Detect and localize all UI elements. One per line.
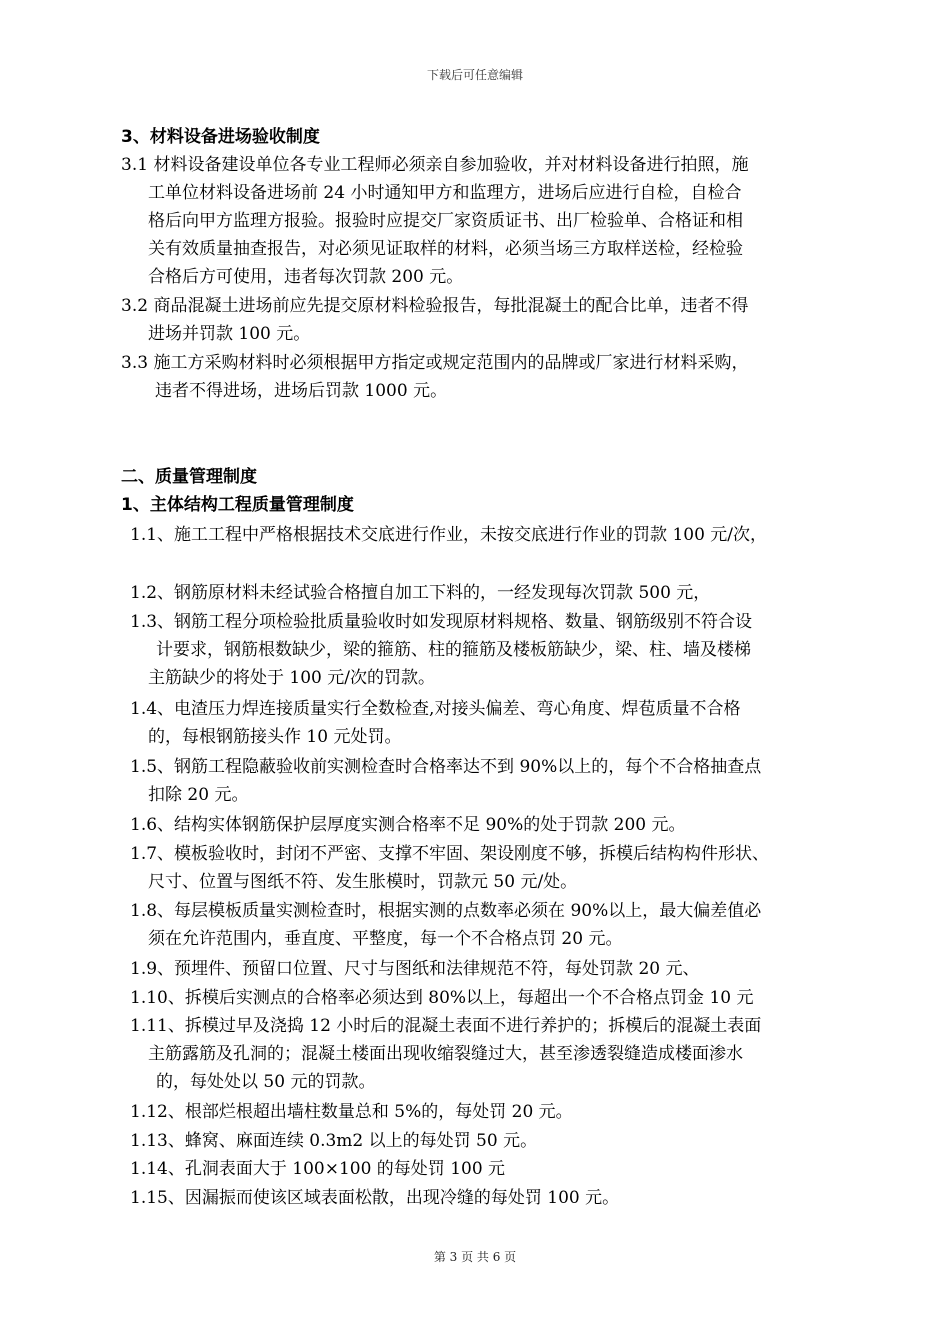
paragraph-line: 1.14、孔洞表面大于 100×100 的每处罚 100 元 bbox=[130, 1159, 506, 1179]
paragraph-line: 1.3、钢筋工程分项检验批质量验收时如发现原材料规格、数量、钢筋级别不符合设 bbox=[130, 612, 753, 632]
page-header: 下载后可任意编辑 bbox=[426, 68, 523, 82]
paragraph-line: 主筋露筋及孔洞的；混凝土楼面出现收缩裂缝过大，甚至渗透裂缝造成楼面渗水 bbox=[148, 1044, 743, 1064]
paragraph-line: 计要求，钢筋根数缺少，梁的箍筋、柱的箍筋及楼板筋缺少，梁、柱、墙及楼梯 bbox=[156, 640, 751, 660]
paragraph-line: 1.9、预埋件、预留口位置、尺寸与图纸和法律规范不符，每处罚款 20 元、 bbox=[130, 959, 700, 979]
paragraph-line: 工单位材料设备进场前 24 小时通知甲方和监理方，进场后应进行自检，自检合 bbox=[148, 183, 742, 203]
paragraph-line: 的，每处处以 50 元的罚款。 bbox=[156, 1072, 376, 1092]
paragraph-line: 合格后方可使用，违者每次罚款 200 元。 bbox=[148, 267, 464, 287]
paragraph-line: 1.6、结构实体钢筋保护层厚度实测合格率不足 90%的处于罚款 200 元。 bbox=[130, 815, 686, 835]
paragraph-line: 3.2 商品混凝土进场前应先提交原材料检验报告，每批混凝土的配合比单，违者不得 bbox=[121, 296, 749, 316]
paragraph-line: 尺寸、位置与图纸不符、发生胀模时，罚款元 50 元/处。 bbox=[148, 872, 578, 892]
section-heading: 二、质量管理制度 bbox=[121, 467, 257, 487]
paragraph-line: 关有效质量抽查报告，对必须见证取样的材料，必须当场三方取样送检，经检验 bbox=[148, 239, 743, 259]
paragraph-line: 进场并罚款 100 元。 bbox=[148, 324, 311, 344]
section-heading: 3、材料设备进场验收制度 bbox=[121, 127, 320, 147]
subsection-heading: 1、主体结构工程质量管理制度 bbox=[121, 495, 354, 515]
paragraph-line: 1.5、钢筋工程隐蔽验收前实测检查时合格率达不到 90%以上的，每个不合格抽查点 bbox=[130, 757, 762, 777]
paragraph-line: 违者不得进场，进场后罚款 1000 元。 bbox=[155, 381, 448, 401]
paragraph-line: 1.4、电渣压力焊连接质量实行全数检查,对接头偏差、弯心角度、焊苞质量不合格 bbox=[130, 699, 741, 719]
page-footer: 第 3 页 共 6 页 bbox=[433, 1250, 517, 1264]
paragraph-line: 1.2、钢筋原材料未经试验合格擅自加工下料的，一经发现每次罚款 500 元， bbox=[130, 583, 711, 603]
paragraph-line: 须在允许范围内，垂直度、平整度，每一个不合格点罚 20 元。 bbox=[148, 929, 623, 949]
paragraph-line: 1.12、根部烂根超出墙柱数量总和 5%的，每处罚 20 元。 bbox=[130, 1102, 573, 1122]
paragraph-line: 3.1 材料设备建设单位各专业工程师必须亲自参加验收，并对材料设备进行拍照，施 bbox=[121, 155, 749, 175]
paragraph-line: 主筋缺少的将处于 100 元/次的罚款。 bbox=[148, 668, 435, 688]
paragraph-line: 1.13、蜂窝、麻面连续 0.3m2 以上的每处罚 50 元。 bbox=[130, 1131, 538, 1151]
paragraph-line: 1.8、每层模板质量实测检查时，根据实测的点数率必须在 90%以上，最大偏差值必 bbox=[130, 901, 762, 921]
paragraph-line: 的，每根钢筋接头作 10 元处罚。 bbox=[148, 727, 402, 747]
paragraph-line: 扣除 20 元。 bbox=[148, 785, 249, 805]
paragraph-line: 格后向甲方监理方报验。报验时应提交厂家资质证书、出厂检验单、合格证和相 bbox=[148, 211, 743, 231]
paragraph-line: 1.10、拆模后实测点的合格率必须达到 80%以上，每超出一个不合格点罚金 10 元 bbox=[130, 988, 754, 1008]
paragraph-line: 1.15、因漏振而使该区域表面松散，出现冷缝的每处罚 100 元。 bbox=[130, 1188, 620, 1208]
paragraph-line: 3.3 施工方采购材料时必须根据甲方指定或规定范围内的品牌或厂家进行材料采购， bbox=[121, 353, 749, 373]
paragraph-line: 1.11、拆模过早及浇捣 12 小时后的混凝土表面不进行养护的；拆模后的混凝土表面 bbox=[130, 1016, 762, 1036]
paragraph-line: 1.7、模板验收时，封闭不严密、支撑不牢固、架设刚度不够，拆模后结构构件形状、 bbox=[130, 844, 770, 864]
paragraph-line: 1.1、施工工程中严格根据技术交底进行作业，未按交底进行作业的罚款 100 元/次， bbox=[130, 525, 768, 545]
